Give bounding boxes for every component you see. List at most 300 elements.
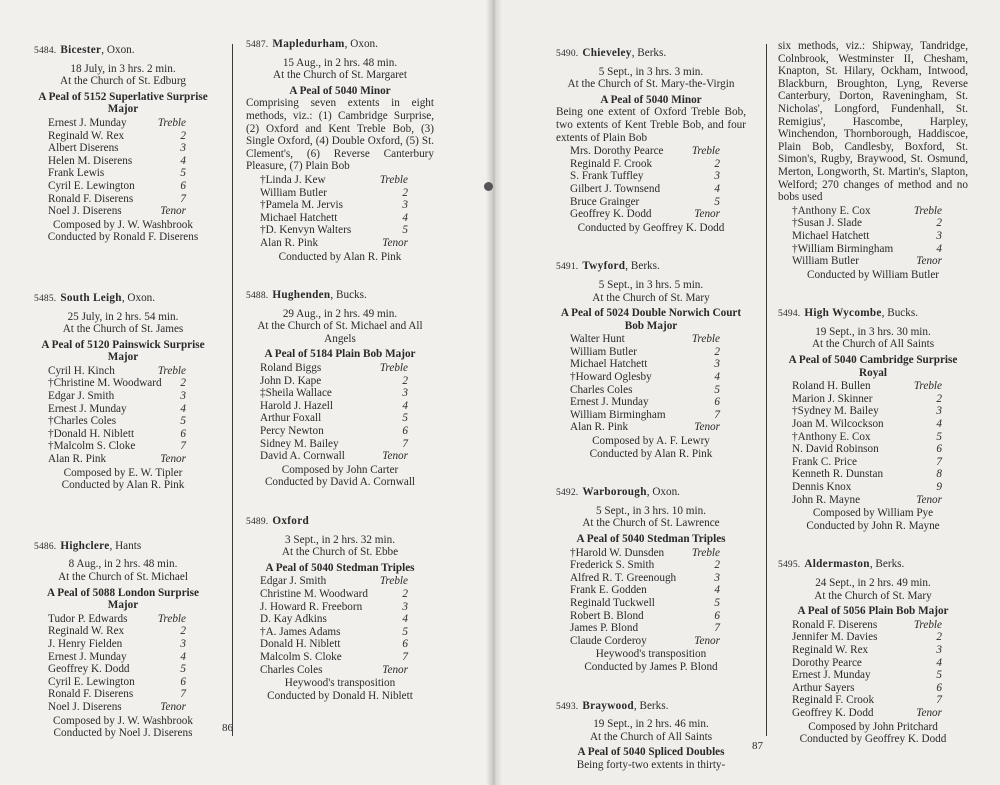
bell-position: 7 (180, 192, 186, 205)
ringer-row (792, 456, 968, 469)
ringer-row (570, 610, 746, 623)
ringer-name: †Anthony E. Cox (792, 204, 871, 217)
ringer-name: †D. Kenvyn Walters (260, 224, 352, 237)
ringer-name: Ernest J. Munday (792, 669, 871, 682)
ringer-name: Ernest J. Munday (48, 116, 127, 129)
ringer-row (792, 644, 968, 657)
peal-detail: At the Church of All Saints (811, 338, 935, 351)
peal-detail: At the Church of St. Mary (814, 589, 932, 602)
peal-detail: 29 Aug., in 2 hrs. 49 min. (282, 307, 398, 320)
peal-credit: Composed by A. F. Lewry (592, 435, 710, 448)
ringer-name: Frank E. Godden (570, 584, 647, 597)
ringer-name: John D. Kape (260, 374, 322, 387)
peal-credit: Conducted by John R. Mayne (806, 519, 940, 532)
bell-position: 7 (714, 408, 720, 421)
peal-county: Oxon. (127, 291, 156, 304)
peal-detail: 18 July, in 3 hrs. 2 min. (70, 62, 176, 75)
bell-position: Treble (379, 362, 408, 375)
ringer-name: Alfred R. T. Greenough (570, 571, 677, 584)
ringer-name: Ernest J. Munday (570, 396, 649, 409)
ringer-name: Ronald F. Diserens (792, 618, 878, 631)
peal-county: Oxon. (106, 44, 135, 56)
band-list (792, 619, 968, 720)
bell-position: Tenor (160, 453, 186, 466)
peal-credit: Heywood's transposition (595, 648, 707, 661)
ringer-name: Harold J. Hazell (260, 399, 334, 412)
ringer-name: Christine M. Woodward (260, 587, 368, 600)
ringer-name: Ernest J. Munday (48, 402, 127, 415)
ringer-name: Michael Hatchett (792, 229, 870, 242)
ringer-name: Jennifer M. Davies (792, 631, 878, 644)
ringer-row (792, 468, 968, 481)
bell-position: 2 (402, 186, 408, 199)
peal-number: 5493. (556, 701, 579, 712)
bell-position: 2 (936, 392, 942, 405)
bell-position: 3 (180, 637, 186, 650)
bell-position: 5 (714, 383, 720, 396)
peal-place: Hughenden (272, 289, 331, 302)
bell-position: Tenor (382, 663, 408, 676)
peal-place: Braywood (582, 699, 634, 712)
peal-detail: At the Church of St. Mary (592, 291, 710, 304)
bell-position: 4 (180, 154, 186, 167)
peal-methods: six methods, viz.: Shipway, Tandridge, Colnbrook, Westminster II, Chesham, Knapton, St. Hilary, Ockham, Intwood, Blackburn, Broughton, Lyng, Reverse Canterbury, Dorton, Raveningham, St. Nicholas', Longford, Fundenhall, St. Remigius', Hascombe, Harpley, Winchendon, Thornborough, Haddiscoe, Plain Bob, Candlesby, Boxford, St. Simon's, Rugby, Braywood, St. Osmund, Merton, Longworth, St. Martin's, Slapton, Welford; 270 changes of method and no bobs used (778, 40, 968, 204)
ringer-name: Roland H. Bullen (792, 380, 871, 393)
peal-heading: 5493. Braywood, Berks. (556, 699, 669, 712)
peal-detail: 19 Sept., in 3 hrs. 30 min. (815, 325, 931, 338)
bell-position: Treble (913, 204, 942, 217)
peal-credit: Conducted by Alan R. Pink (589, 447, 713, 460)
ringer-row (260, 450, 434, 463)
peal-detail: At the Church of St. Edburg (60, 75, 186, 88)
bell-position: 5 (402, 224, 408, 237)
ringer-name: Noel J. Diserens (48, 205, 122, 218)
ringer-row (570, 409, 746, 422)
peal-detail: At the Church of St. James (62, 323, 184, 336)
ringer-name: †Anthony E. Cox (792, 430, 871, 443)
bell-position: Tenor (694, 634, 720, 647)
ringer-row (570, 572, 746, 585)
ringer-row (570, 170, 746, 183)
ringer-row (792, 393, 968, 406)
ringer-name: Claude Corderoy (570, 634, 647, 647)
peal-5490 (556, 47, 746, 234)
bell-position: 5 (936, 430, 942, 443)
ringer-name: Geoffrey K. Dodd (48, 663, 130, 676)
ringer-name: J. Howard R. Freeborn (260, 600, 363, 613)
ringer-row (260, 212, 434, 225)
peal-detail: 5 Sept., in 3 hrs. 10 min. (595, 504, 706, 517)
peal-place: Aldermaston (804, 558, 870, 571)
ringer-row (48, 180, 212, 193)
ringer-name: Donald H. Niblett (260, 638, 341, 651)
peal-place: Bicester (60, 44, 102, 56)
band-list (260, 174, 434, 250)
bell-position: 5 (714, 195, 720, 208)
peal-heading: 5484. Bicester, Oxon. (34, 44, 135, 56)
ringer-row (260, 187, 434, 200)
peal-detail: At the Church of St. Michael (58, 571, 188, 583)
bell-position: 5 (936, 669, 942, 682)
peal-title: A Peal of 5040 Cambridge Surprise Royal (788, 354, 958, 379)
ringer-name: Ernest J. Munday (48, 650, 127, 663)
ringer-row (48, 688, 212, 701)
ringer-row (48, 390, 212, 403)
peal-methods: Comprising seven extents in eight methods, viz.: (1) Cambridge Surprise, (2) Oxford and Kent Treble Bob, (3) Single Oxford, (4) Double Oxford, (5) St. Clement's, (6) Reverse Canterbury Pleasure, (7) Plain Bob (246, 97, 434, 173)
ringer-row (48, 365, 212, 378)
ringer-row (570, 597, 746, 610)
ringer-row (792, 380, 968, 393)
bell-position: 3 (714, 358, 720, 371)
ringer-name: Gilbert J. Townsend (570, 182, 661, 195)
peal-credit: Conducted by Donald H. Niblett (267, 689, 413, 702)
bell-position: 6 (402, 638, 408, 651)
ringer-row (792, 418, 968, 431)
peal-place: High Wycombe (804, 307, 882, 320)
bell-position: 3 (714, 170, 720, 183)
bell-position: Treble (157, 612, 186, 625)
peal-detail: At the Church of All Saints (589, 730, 713, 743)
ringer-name: William Butler (570, 345, 637, 358)
ringer-name: Michael Hatchett (260, 211, 338, 224)
bell-position: Tenor (160, 205, 186, 218)
bell-position: 2 (936, 631, 942, 644)
ringer-name: Reginald F. Crook (792, 694, 875, 707)
column-rule (766, 44, 767, 736)
ringer-name: James P. Blond (570, 622, 639, 635)
ringer-name: Mrs. Dorothy Pearce (570, 145, 664, 158)
bell-position: 2 (714, 345, 720, 358)
ringer-row (48, 453, 212, 466)
peal-detail: 24 Sept., in 2 hrs. 49 min. (815, 576, 931, 589)
bell-position: Tenor (382, 236, 408, 249)
peal-5484 (34, 44, 212, 244)
peal-credit: Conducted by William Butler (806, 268, 940, 281)
ringer-name: ‡Sheila Wallace (260, 387, 332, 400)
ringer-row (48, 651, 212, 664)
ringer-name: Arthur Sayers (792, 681, 855, 694)
ringer-row (48, 428, 212, 441)
ringer-name: Frank Lewis (48, 167, 105, 180)
bell-position: 3 (936, 405, 942, 418)
peal-county: Oxon. (350, 38, 378, 50)
ringer-row (260, 588, 434, 601)
peal-heading: 5485. South Leigh, Oxon. (34, 291, 156, 304)
ringer-name: Tudor P. Edwards (48, 612, 128, 625)
peal-detail: 5 Sept., in 3 hrs. 5 min. (598, 278, 704, 291)
ringer-name: Geoffrey K. Dodd (792, 706, 874, 719)
peal-number: 5492. (556, 488, 579, 499)
ringer-row (48, 701, 212, 714)
ringer-row (260, 224, 434, 237)
ringer-name: Dennis Knox (792, 481, 852, 493)
ringer-row (260, 375, 434, 388)
bell-position: Treble (379, 575, 408, 588)
peal-credit: Composed by William Pye (812, 507, 934, 520)
peal-number: 5489. (246, 517, 269, 527)
ringer-row (570, 145, 746, 158)
ringer-name: Reginald Tuckwell (570, 596, 655, 609)
ringer-name: Cyril E. Lewington (48, 179, 135, 192)
peal-methods: Being one extent of Oxford Treble Bob, two extents of Kent Treble Bob, and four extents of Plain Bob (556, 106, 746, 144)
bell-position: 3 (936, 229, 942, 242)
bell-position: 5 (402, 412, 408, 425)
bell-position: 7 (402, 437, 408, 450)
band-list (48, 613, 212, 714)
peal-5486 (34, 540, 212, 740)
peal-title: A Peal of 5152 Superlative Surprise Major (38, 90, 208, 116)
ringer-row (570, 358, 746, 371)
ringer-name: †Linda J. Kew (260, 173, 326, 186)
peal-heading: 5490. Chieveley, Berks. (556, 47, 667, 59)
peal-number: 5495. (778, 560, 801, 571)
bell-position: 7 (936, 455, 942, 468)
ringer-name: Alan R. Pink (260, 236, 319, 249)
peal-place: Mapledurham (272, 38, 345, 50)
ringer-row (570, 208, 746, 221)
ringer-row (48, 117, 212, 130)
peal-credit: Conducted by Alan R. Pink (278, 250, 402, 263)
bell-position: 4 (402, 613, 408, 626)
band-list (570, 547, 746, 648)
ringer-row (792, 443, 968, 456)
bell-position: 2 (180, 625, 186, 638)
ringer-name: †A. James Adams (260, 625, 341, 638)
peal-place: Oxford (272, 515, 309, 527)
ringer-name: William Butler (260, 186, 327, 199)
bell-position: Treble (913, 618, 942, 631)
ringer-row (792, 707, 968, 720)
peal-county: Berks. (630, 260, 660, 273)
ringer-row (48, 613, 212, 626)
ringer-row (260, 664, 434, 677)
ringer-name: Cyril H. Kinch (48, 364, 115, 377)
ringer-row (570, 396, 746, 409)
peal-title: A Peal of 5040 Stedman Triples (265, 561, 415, 574)
peal-detail: At the Church of St. Ebbe (281, 546, 399, 559)
bell-position: 4 (714, 371, 720, 384)
peal-place: Twyford (582, 260, 626, 273)
ringer-row (260, 601, 434, 614)
bell-position: 7 (402, 650, 408, 663)
ringer-name: †Malcolm S. Cloke (48, 440, 136, 453)
peal-5494 (778, 307, 968, 532)
ringer-row (792, 217, 968, 230)
peal-5492 (556, 486, 746, 673)
ringer-row (792, 631, 968, 644)
peal-county: Berks. (637, 47, 667, 59)
ringer-row (792, 694, 968, 707)
ringer-name: D. Kay Adkins (260, 613, 327, 626)
bell-position: 7 (180, 688, 186, 701)
bell-position: 2 (936, 217, 942, 230)
peal-credit: Composed by John Pritchard (808, 720, 938, 733)
bell-position: Treble (157, 364, 186, 377)
bell-position: 6 (402, 425, 408, 438)
bell-position: 7 (180, 440, 186, 453)
ringer-row (570, 547, 746, 560)
peal-place: Chieveley (582, 47, 632, 59)
ringer-row (570, 584, 746, 597)
peal-5493-continued (778, 40, 968, 281)
ringer-name: Kenneth R. Dunstan (792, 468, 884, 481)
ringer-name: Joan M. Wilcockson (792, 418, 884, 431)
bell-position: Tenor (694, 421, 720, 434)
peal-credit: Conducted by James P. Blond (584, 660, 718, 673)
ringer-row (570, 421, 746, 434)
bell-position: 5 (180, 663, 186, 676)
left-column-1 (34, 44, 212, 752)
bell-position: 2 (402, 587, 408, 600)
bell-position: 4 (936, 242, 942, 255)
ringer-row (792, 481, 968, 494)
ringer-row (260, 400, 434, 413)
ringer-row (48, 130, 212, 143)
peal-credit: Composed by J. W. Washbrook (53, 714, 193, 727)
peal-credit: Conducted by Alan R. Pink (61, 479, 185, 492)
ringer-row (570, 635, 746, 648)
ringer-row (570, 346, 746, 359)
bell-position: Tenor (382, 450, 408, 463)
ringer-name: Charles Coles (260, 663, 323, 676)
ringer-name: †Susan J. Slade (792, 217, 862, 230)
ringer-row (792, 682, 968, 695)
band-list (570, 333, 746, 434)
peal-county: Oxon. (652, 486, 680, 499)
ringer-name: Ronald F. Diserens (48, 192, 134, 205)
ringer-name: Noel J. Diserens (48, 700, 122, 713)
bell-position: Treble (691, 145, 720, 158)
ringer-row (792, 657, 968, 670)
bell-position: 6 (714, 396, 720, 409)
band-list (260, 362, 434, 463)
bell-position: Treble (691, 546, 720, 559)
bell-position: 7 (714, 622, 720, 635)
ringer-row (48, 440, 212, 453)
bell-position: 6 (180, 179, 186, 192)
bell-position: 3 (402, 199, 408, 212)
peal-title: A Peal of 5120 Painswick Surprise Major (41, 338, 205, 364)
bell-position: 3 (180, 142, 186, 155)
peal-county: Hants (115, 539, 142, 552)
ringer-row (260, 174, 434, 187)
ringer-name: Helen M. Diserens (48, 154, 133, 167)
ringer-row (48, 167, 212, 180)
bell-position: Treble (691, 333, 720, 346)
peal-5488 (246, 289, 434, 489)
bell-position: 4 (936, 418, 942, 431)
bell-position: 6 (180, 427, 186, 440)
peal-title: A Peal of 5040 Minor (600, 93, 702, 106)
ringer-name: Reginald W. Rex (48, 129, 125, 142)
bell-position: 2 (714, 559, 720, 572)
peal-heading: 5495. Aldermaston, Berks. (778, 558, 905, 571)
ringer-row (48, 193, 212, 206)
bell-position: 8 (936, 468, 942, 481)
ringer-name: Frank C. Price (792, 455, 857, 468)
ringer-name: William Butler (792, 255, 859, 268)
peal-heading: 5494. High Wycombe, Bucks. (778, 307, 918, 320)
ringer-row (792, 494, 968, 507)
bell-position: 4 (180, 650, 186, 663)
ringer-name: J. Henry Fielden (48, 637, 123, 650)
peal-heading (246, 515, 434, 529)
peal-detail: 8 Aug., in 2 hrs. 48 min. (68, 558, 178, 571)
ringer-row (260, 613, 434, 626)
peal-place: South Leigh (60, 291, 122, 304)
bell-position: Tenor (916, 493, 942, 506)
ringer-row (48, 142, 212, 155)
ringer-name: Dorothy Pearce (792, 656, 862, 669)
peal-5491 (556, 260, 746, 460)
ringer-name: David A. Cornwall (260, 450, 345, 463)
peal-credit: Conducted by Geoffrey K. Dodd (799, 733, 947, 746)
ringer-name: Arthur Foxall (260, 412, 322, 425)
ringer-name: †Sydney M. Bailey (792, 405, 879, 418)
ringer-name: Reginald W. Rex (792, 643, 869, 656)
ringer-row (260, 425, 434, 438)
bell-position: 7 (936, 694, 942, 707)
peal-heading: 5492. Warborough, Oxon. (556, 486, 680, 499)
peal-number: 5486. (34, 541, 57, 552)
bell-position: 4 (714, 584, 720, 597)
ringer-name: Alan R. Pink (48, 453, 107, 466)
ringer-name: †Pamela M. Jervis (260, 199, 343, 212)
peal-heading: 5487. Mapledurham, Oxon. (246, 38, 378, 50)
ringer-name: †Howard Oglesby (570, 371, 652, 384)
ringer-row (260, 638, 434, 651)
bell-position: 2 (180, 377, 186, 390)
bell-position: Treble (913, 380, 942, 393)
ringer-name: Marion J. Skinner (792, 392, 873, 405)
peal-number: 5491. (556, 262, 579, 273)
ringer-row (48, 205, 212, 218)
band-list (792, 380, 968, 506)
ringer-row (792, 230, 968, 243)
bell-position: 5 (714, 596, 720, 609)
peal-title: A Peal of 5184 Plain Bob Major (264, 348, 416, 361)
peal-heading: 5488. Hughenden, Bucks. (246, 289, 367, 302)
ringer-row (48, 415, 212, 428)
left-column-2 (246, 38, 434, 714)
bell-position: Treble (157, 116, 186, 129)
ringer-name: Alan R. Pink (570, 421, 629, 434)
ringer-name: †Charles Coles (48, 415, 117, 428)
ringer-row (48, 663, 212, 676)
ringer-name: Sidney M. Bailey (260, 437, 339, 450)
peal-credit: Composed by John Carter (281, 463, 399, 476)
peal-title: A Peal of 5040 Minor (289, 84, 391, 97)
ringer-name: †Harold W. Dunsden (570, 546, 665, 559)
peal-detail: 5 Sept., in 3 hrs. 3 min. (598, 65, 704, 78)
band-list (48, 117, 212, 218)
ringer-row (260, 575, 434, 588)
bell-position: 2 (180, 129, 186, 142)
bell-position: Tenor (694, 208, 720, 221)
ringer-name: Geoffrey K. Dodd (570, 208, 652, 221)
ringer-name: Robert B. Blond (570, 609, 644, 622)
ringer-row (48, 638, 212, 651)
bell-position: 6 (936, 443, 942, 456)
ringer-row (48, 676, 212, 689)
peal-detail: 15 Aug., in 2 hrs. 48 min. (282, 56, 398, 69)
bell-position: Tenor (916, 255, 942, 268)
peal-title: A Peal of 5040 Stedman Triples (576, 533, 726, 545)
peal-heading: 5486. Highclere, Hants (34, 539, 142, 552)
bell-position: Treble (379, 173, 408, 186)
ringer-name: Percy Newton (260, 425, 324, 438)
ringer-name: John R. Mayne (792, 493, 861, 506)
